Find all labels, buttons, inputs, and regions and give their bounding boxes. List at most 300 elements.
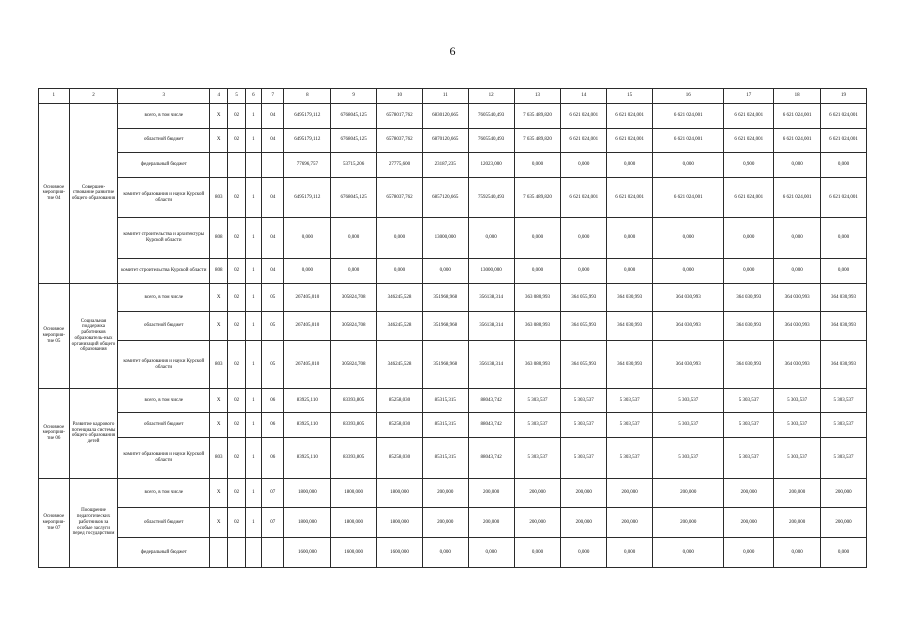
amount-cell: 0,000 (377, 218, 423, 259)
amount-cell: 305824,708 (331, 341, 377, 389)
amount-cell: 6495179,112 (284, 128, 331, 153)
amount-cell: 0,000 (774, 538, 821, 568)
amount-cell: 0,000 (774, 218, 821, 259)
amount-cell: 85315,315 (422, 413, 468, 438)
code-cell: 02 (228, 388, 245, 413)
amount-cell: 364 030,993 (821, 283, 867, 312)
code-cell: X (210, 508, 228, 538)
amount-cell: 200,000 (774, 508, 821, 538)
amount-cell: 0,000 (774, 259, 821, 284)
column-number: 8 (284, 89, 331, 104)
amount-cell: 200,000 (653, 508, 724, 538)
code-cell (245, 153, 261, 178)
code-cell: X (210, 312, 228, 341)
code-cell: X (210, 104, 228, 129)
amount-cell: 6768045,125 (331, 104, 377, 129)
table-row (39, 508, 867, 538)
amount-cell: 7605540,493 (468, 128, 514, 153)
amount-cell: 0,900 (724, 153, 774, 178)
amount-cell: 6 621 024,001 (607, 177, 653, 218)
amount-cell: 1800,000 (331, 478, 377, 508)
table-row (39, 438, 867, 479)
amount-cell: 364 030,993 (774, 283, 821, 312)
amount-cell: 364 030,993 (653, 341, 724, 389)
amount-cell: 5 303,537 (821, 388, 867, 413)
amount-cell: 364 055,993 (561, 283, 607, 312)
amount-cell: 6 621 024,001 (821, 177, 867, 218)
amount-cell: 5 303,537 (724, 388, 774, 413)
amount-cell: 1600,000 (331, 538, 377, 568)
code-cell: 02 (228, 283, 245, 312)
amount-cell: 83393,805 (331, 413, 377, 438)
event-name: Основное мероприя-тие 05 (39, 283, 70, 388)
amount-cell: 200,000 (561, 478, 607, 508)
column-number: 10 (377, 89, 423, 104)
code-cell (245, 538, 261, 568)
event-name: Основное мероприя-тие 04 (39, 104, 70, 284)
column-number: 4 (210, 89, 228, 104)
column-number: 9 (331, 89, 377, 104)
column-number: 12 (468, 89, 514, 104)
event-title: Развитие кадрового потенциала системы общего образования детей (69, 388, 118, 478)
amount-cell: 0,000 (561, 259, 607, 284)
code-cell: 05 (262, 312, 284, 341)
table-row (39, 413, 867, 438)
amount-cell: 0,000 (284, 259, 331, 284)
column-number: 18 (774, 89, 821, 104)
funding-source: областной бюджет (118, 413, 210, 438)
code-cell: 02 (228, 508, 245, 538)
code-cell: 05 (262, 283, 284, 312)
code-cell: 1 (245, 508, 261, 538)
amount-cell: 0,000 (607, 218, 653, 259)
code-cell: 02 (228, 312, 245, 341)
amount-cell: 12023,000 (468, 153, 514, 178)
amount-cell: 6495179,112 (284, 177, 331, 218)
amount-cell: 83925,110 (284, 388, 331, 413)
amount-cell: 85258,030 (377, 438, 423, 479)
amount-cell: 5 303,537 (774, 388, 821, 413)
amount-cell: 5 303,537 (514, 388, 561, 413)
amount-cell: 346245,528 (377, 312, 423, 341)
code-cell: 1 (245, 104, 261, 129)
code-cell: 1 (245, 218, 261, 259)
amount-cell: 0,000 (821, 538, 867, 568)
funding-source: областной бюджет (118, 128, 210, 153)
amount-cell: 364 030,993 (724, 283, 774, 312)
event-name: Основное мероприя-тие 06 (39, 388, 70, 478)
amount-cell: 88043,742 (468, 438, 514, 479)
code-cell: 04 (262, 177, 284, 218)
amount-cell: 267405,010 (284, 312, 331, 341)
amount-cell: 6768045,125 (331, 128, 377, 153)
code-cell (210, 538, 228, 568)
header-row (39, 89, 867, 104)
amount-cell: 5 303,537 (561, 388, 607, 413)
amount-cell: 305824,708 (331, 312, 377, 341)
amount-cell: 200,000 (422, 508, 468, 538)
amount-cell: 13000,000 (422, 218, 468, 259)
funding-source: всего, в том числе (118, 104, 210, 129)
amount-cell: 0,000 (377, 259, 423, 284)
amount-cell: 5 303,537 (653, 438, 724, 479)
amount-cell: 6 621 024,001 (724, 104, 774, 129)
table-row (39, 538, 867, 568)
code-cell: 07 (262, 508, 284, 538)
column-number: 1 (39, 89, 70, 104)
amount-cell: 5 303,537 (607, 388, 653, 413)
event-title: Социальная поддержка работников образователь-ных организаций общего образования (69, 283, 118, 388)
amount-cell: 1800,000 (284, 478, 331, 508)
code-cell: 06 (262, 438, 284, 479)
amount-cell: 0,000 (514, 259, 561, 284)
code-cell: 07 (262, 478, 284, 508)
amount-cell: 346245,528 (377, 341, 423, 389)
table-row (39, 104, 867, 129)
funding-source: федеральный бюджет (118, 538, 210, 568)
amount-cell: 200,000 (821, 508, 867, 538)
code-cell: 02 (228, 341, 245, 389)
code-cell: 808 (210, 259, 228, 284)
amount-cell: 356138,314 (468, 341, 514, 389)
amount-cell: 364 030,993 (774, 341, 821, 389)
amount-cell: 5 303,537 (774, 438, 821, 479)
amount-cell: 6578037,762 (377, 177, 423, 218)
amount-cell: 0,000 (468, 538, 514, 568)
amount-cell: 0,000 (561, 538, 607, 568)
table-row (39, 388, 867, 413)
code-cell: 803 (210, 177, 228, 218)
amount-cell: 5 303,537 (653, 388, 724, 413)
amount-cell: 0,000 (724, 538, 774, 568)
amount-cell: 0,000 (607, 538, 653, 568)
code-cell: 02 (228, 259, 245, 284)
amount-cell: 200,000 (468, 478, 514, 508)
amount-cell: 0,000 (422, 259, 468, 284)
amount-cell: 364 030,993 (653, 312, 724, 341)
code-cell: 02 (228, 177, 245, 218)
amount-cell: 0,000 (607, 153, 653, 178)
amount-cell: 364 055,993 (561, 312, 607, 341)
column-number: 5 (228, 89, 245, 104)
amount-cell: 7 635 489,820 (514, 104, 561, 129)
amount-cell: 0,000 (821, 153, 867, 178)
amount-cell: 200,000 (514, 508, 561, 538)
amount-cell: 6 621 024,001 (561, 128, 607, 153)
code-cell: 1 (245, 177, 261, 218)
column-number: 11 (422, 89, 468, 104)
amount-cell: 363 080,993 (514, 341, 561, 389)
column-number: 7 (262, 89, 284, 104)
amount-cell: 351968,968 (422, 341, 468, 389)
code-cell: X (210, 388, 228, 413)
amount-cell: 0,000 (653, 153, 724, 178)
amount-cell: 0,000 (653, 218, 724, 259)
code-cell: 1 (245, 128, 261, 153)
table-row (39, 218, 867, 259)
amount-cell: 53715,206 (331, 153, 377, 178)
amount-cell: 0,000 (422, 538, 468, 568)
amount-cell: 364 030,993 (653, 283, 724, 312)
amount-cell: 5 303,537 (821, 413, 867, 438)
code-cell: 1 (245, 478, 261, 508)
event-name: Основное мероприя-тие 07 (39, 478, 70, 567)
amount-cell: 6 621 024,001 (653, 104, 724, 129)
code-cell: 02 (228, 413, 245, 438)
code-cell (228, 153, 245, 178)
amount-cell: 85258,030 (377, 388, 423, 413)
amount-cell: 351968,968 (422, 283, 468, 312)
amount-cell: 6 621 024,001 (774, 128, 821, 153)
amount-cell: 200,000 (468, 508, 514, 538)
funding-source: комитет образования и науки Курской области (118, 177, 210, 218)
amount-cell: 6 621 024,001 (724, 177, 774, 218)
amount-cell: 0,000 (561, 218, 607, 259)
amount-cell: 0,000 (284, 218, 331, 259)
code-cell: 803 (210, 341, 228, 389)
amount-cell: 5 303,537 (774, 413, 821, 438)
table-row (39, 341, 867, 389)
amount-cell: 5 303,537 (653, 413, 724, 438)
code-cell (262, 538, 284, 568)
code-cell (228, 538, 245, 568)
amount-cell: 0,000 (724, 259, 774, 284)
amount-cell: 364 030,993 (607, 283, 653, 312)
column-number: 19 (821, 89, 867, 104)
funding-source: областной бюджет (118, 312, 210, 341)
amount-cell: 0,000 (514, 153, 561, 178)
table-row (39, 478, 867, 508)
amount-cell: 6 621 024,001 (561, 177, 607, 218)
amount-cell: 7592540,493 (468, 177, 514, 218)
amount-cell: 200,000 (607, 508, 653, 538)
amount-cell: 6 621 024,001 (607, 104, 653, 129)
column-number: 14 (561, 89, 607, 104)
amount-cell: 364 030,993 (724, 341, 774, 389)
amount-cell: 5 303,537 (724, 413, 774, 438)
column-number: 3 (118, 89, 210, 104)
code-cell: 02 (228, 438, 245, 479)
amount-cell: 305824,708 (331, 283, 377, 312)
amount-cell: 0,000 (653, 538, 724, 568)
funding-source: всего, в том числе (118, 388, 210, 413)
table-row (39, 153, 867, 178)
amount-cell: 200,000 (422, 478, 468, 508)
amount-cell: 77696,757 (284, 153, 331, 178)
code-cell: 06 (262, 388, 284, 413)
table-row (39, 312, 867, 341)
amount-cell: 0,000 (331, 259, 377, 284)
amount-cell: 6 621 024,001 (561, 104, 607, 129)
table-row (39, 283, 867, 312)
amount-cell: 6 621 024,001 (653, 128, 724, 153)
amount-cell: 364 030,993 (607, 341, 653, 389)
amount-cell: 5 303,537 (561, 438, 607, 479)
amount-cell: 200,000 (514, 478, 561, 508)
funding-source: комитет образования и науки Курской области (118, 341, 210, 389)
budget-table-container (38, 88, 867, 568)
amount-cell: 5 303,537 (607, 413, 653, 438)
event-title: Совершен-ствование развитие общего образования (69, 104, 118, 284)
code-cell: 1 (245, 283, 261, 312)
amount-cell: 0,000 (514, 218, 561, 259)
page-number: 6 (449, 44, 456, 58)
amount-cell: 6 621 024,001 (607, 128, 653, 153)
code-cell: 04 (262, 218, 284, 259)
funding-source: областной бюджет (118, 508, 210, 538)
amount-cell: 1600,000 (284, 538, 331, 568)
amount-cell: 0,000 (653, 259, 724, 284)
code-cell: 1 (245, 388, 261, 413)
amount-cell: 88043,742 (468, 388, 514, 413)
table-row (39, 259, 867, 284)
code-cell: 1 (245, 259, 261, 284)
amount-cell: 83925,110 (284, 438, 331, 479)
code-cell: 06 (262, 413, 284, 438)
amount-cell: 5 303,537 (724, 438, 774, 479)
code-cell: 1 (245, 438, 261, 479)
amount-cell: 5 303,537 (514, 413, 561, 438)
code-cell (262, 153, 284, 178)
amount-cell: 364 030,993 (821, 341, 867, 389)
amount-cell: 0,000 (821, 218, 867, 259)
code-cell: 1 (245, 413, 261, 438)
amount-cell: 363 080,993 (514, 312, 561, 341)
amount-cell: 0,000 (724, 218, 774, 259)
amount-cell: 6 621 024,001 (724, 128, 774, 153)
amount-cell: 1800,000 (377, 478, 423, 508)
amount-cell: 6768045,125 (331, 177, 377, 218)
amount-cell: 5 303,537 (561, 413, 607, 438)
amount-cell: 364 030,993 (774, 312, 821, 341)
column-number: 17 (724, 89, 774, 104)
amount-cell: 7 635 489,820 (514, 177, 561, 218)
amount-cell: 364 030,993 (607, 312, 653, 341)
amount-cell: 6870120,665 (422, 128, 468, 153)
amount-cell: 5 303,537 (821, 438, 867, 479)
amount-cell: 23187,235 (422, 153, 468, 178)
amount-cell: 5 303,537 (514, 438, 561, 479)
amount-cell: 6 621 024,001 (821, 104, 867, 129)
amount-cell: 200,000 (774, 478, 821, 508)
amount-cell: 200,000 (724, 478, 774, 508)
amount-cell: 6 621 024,001 (774, 104, 821, 129)
amount-cell: 7605540,493 (468, 104, 514, 129)
code-cell: 05 (262, 341, 284, 389)
amount-cell: 6 621 024,001 (821, 128, 867, 153)
code-cell: 808 (210, 218, 228, 259)
code-cell: X (210, 128, 228, 153)
amount-cell: 85315,315 (422, 438, 468, 479)
amount-cell: 1600,000 (377, 538, 423, 568)
amount-cell: 346245,528 (377, 283, 423, 312)
code-cell: X (210, 413, 228, 438)
code-cell: 02 (228, 128, 245, 153)
code-cell: 02 (228, 218, 245, 259)
amount-cell: 0,000 (331, 218, 377, 259)
amount-cell: 200,000 (821, 478, 867, 508)
column-number: 16 (653, 89, 724, 104)
amount-cell: 6830120,665 (422, 104, 468, 129)
amount-cell: 5 303,537 (607, 438, 653, 479)
amount-cell: 364 030,993 (821, 312, 867, 341)
code-cell: X (210, 283, 228, 312)
amount-cell: 1800,000 (331, 508, 377, 538)
funding-source: комитет строительства Курской области (118, 259, 210, 284)
budget-table (38, 88, 867, 568)
amount-cell: 83393,805 (331, 388, 377, 413)
column-number: 13 (514, 89, 561, 104)
amount-cell: 267405,010 (284, 341, 331, 389)
funding-source: федеральный бюджет (118, 153, 210, 178)
amount-cell: 13000,000 (468, 259, 514, 284)
amount-cell: 1800,000 (377, 508, 423, 538)
amount-cell: 0,000 (821, 259, 867, 284)
amount-cell: 6857120,665 (422, 177, 468, 218)
amount-cell: 6495179,112 (284, 104, 331, 129)
table-row (39, 177, 867, 218)
amount-cell: 85315,315 (422, 388, 468, 413)
code-cell: 02 (228, 478, 245, 508)
funding-source: комитет образования и науки Курской области (118, 438, 210, 479)
amount-cell: 200,000 (607, 478, 653, 508)
funding-source: комитет строительства и архитектуры Курской области (118, 218, 210, 259)
code-cell: X (210, 478, 228, 508)
event-title: Поощрение педагогических работников за особые заслуги перед государством (69, 478, 118, 567)
amount-cell: 200,000 (561, 508, 607, 538)
amount-cell: 0,000 (774, 153, 821, 178)
amount-cell: 356138,314 (468, 312, 514, 341)
amount-cell: 0,000 (514, 538, 561, 568)
code-cell: 04 (262, 128, 284, 153)
amount-cell: 85258,030 (377, 413, 423, 438)
amount-cell: 7 635 489,820 (514, 128, 561, 153)
code-cell: 1 (245, 312, 261, 341)
code-cell: 803 (210, 438, 228, 479)
amount-cell: 0,000 (468, 218, 514, 259)
amount-cell: 0,000 (561, 153, 607, 178)
amount-cell: 88043,742 (468, 413, 514, 438)
amount-cell: 27775,600 (377, 153, 423, 178)
amount-cell: 6 621 024,001 (774, 177, 821, 218)
code-cell: 1 (245, 341, 261, 389)
code-cell (210, 153, 228, 178)
amount-cell: 364 030,993 (724, 312, 774, 341)
amount-cell: 200,000 (653, 478, 724, 508)
column-number: 2 (69, 89, 118, 104)
funding-source: всего, в том числе (118, 478, 210, 508)
funding-source: всего, в том числе (118, 283, 210, 312)
amount-cell: 83393,805 (331, 438, 377, 479)
code-cell: 04 (262, 259, 284, 284)
amount-cell: 6 621 024,001 (653, 177, 724, 218)
amount-cell: 6578037,762 (377, 128, 423, 153)
amount-cell: 356138,314 (468, 283, 514, 312)
amount-cell: 83925,110 (284, 413, 331, 438)
amount-cell: 6578017,762 (377, 104, 423, 129)
column-number: 15 (607, 89, 653, 104)
code-cell: 04 (262, 104, 284, 129)
amount-cell: 1800,000 (284, 508, 331, 538)
amount-cell: 351968,968 (422, 312, 468, 341)
column-number: 6 (245, 89, 261, 104)
amount-cell: 267405,010 (284, 283, 331, 312)
table-row (39, 128, 867, 153)
code-cell: 02 (228, 104, 245, 129)
amount-cell: 0,000 (607, 259, 653, 284)
amount-cell: 363 080,993 (514, 283, 561, 312)
amount-cell: 200,000 (724, 508, 774, 538)
